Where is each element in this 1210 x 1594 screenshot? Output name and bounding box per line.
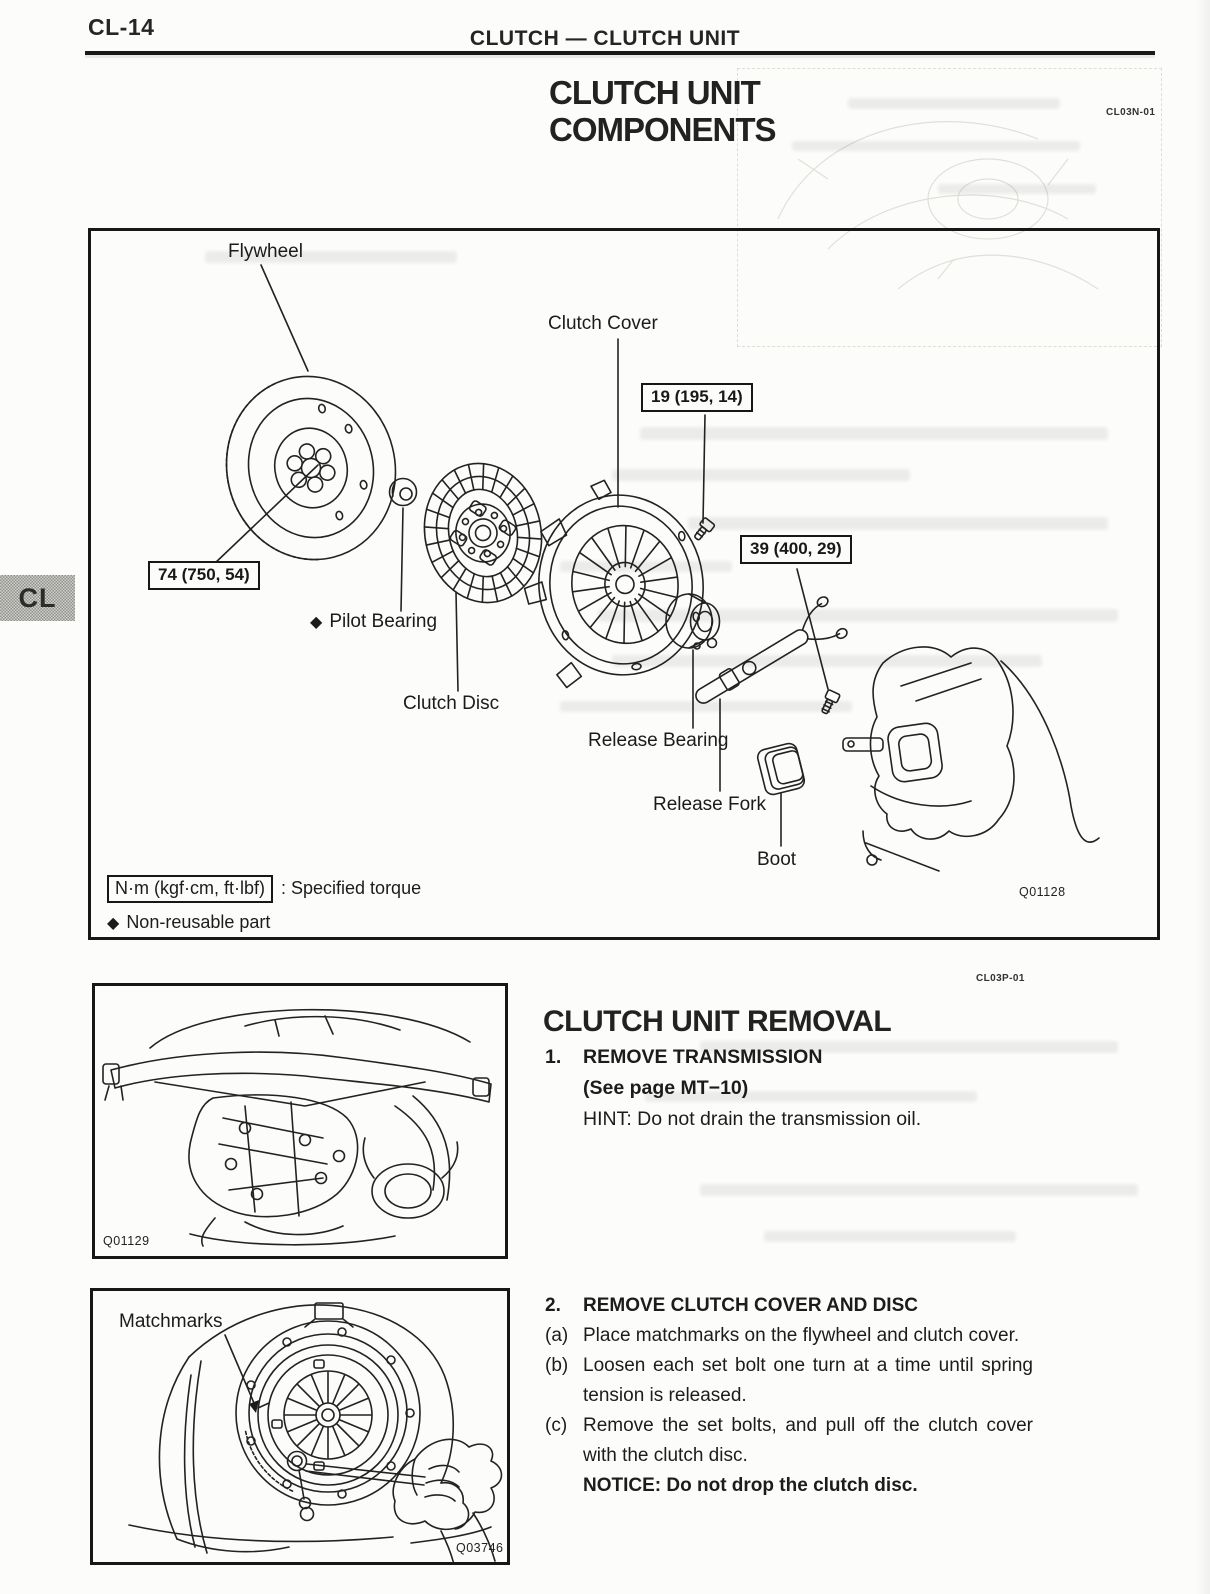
bleedthrough-text-artifact [938,184,1096,194]
bell-housing-drawing [843,647,1099,871]
torque-label-cover-bolts: 19 (195, 14) [641,383,753,412]
label-clutch-disc: Clutch Disc [403,693,500,714]
bleedthrough-text-artifact [700,1184,1138,1196]
figure-ref-code-removal: CL03P-01 [976,973,1025,984]
section-tab-label: CL [18,582,57,613]
step-title: REMOVE TRANSMISSION [583,1046,823,1068]
section-tab-cl [0,575,75,621]
label-boot: Boot [757,849,797,870]
bleedthrough-text-artifact [792,141,1080,151]
torque-label-flywheel-bolts: 74 (750, 54) [148,561,260,590]
flywheel-drawing [207,358,415,577]
label-release-fork: Release Fork [653,794,766,815]
substep-text: Loosen each set bolt one turn at a time until spring tension is released. [583,1355,1033,1406]
label-matchmarks: Matchmarks [119,1311,223,1332]
legend-torque [107,875,421,903]
figure-ref-code-components: CL03N-01 [1106,107,1156,118]
substep-text: Remove the set bolts, and pull off the clutch cover with the clutch disc. [583,1415,1033,1466]
removal-step-2 [545,1291,1033,1501]
section-title [549,74,776,148]
clutch-disc-drawing [412,452,555,613]
non-reusable-diamond-icon: ◆ [107,915,120,932]
removal-figure-transmission [92,983,508,1259]
label-release-bearing: Release Bearing [588,730,729,751]
substep-id: (a) [545,1325,569,1346]
substep-text: Place matchmarks on the flywheel and clutch cover. [583,1325,1020,1346]
section-title-line1: CLUTCH UNIT [549,74,760,111]
step-hint: HINT: Do not drain the transmission oil. [583,1108,922,1130]
label-pilot-bearing [310,611,437,633]
leader-lines [213,265,828,846]
non-reusable-diamond-icon: ◆ [310,614,323,631]
step-title: REMOVE CLUTCH COVER AND DISC [583,1295,918,1316]
label-pilot-bearing-text: Pilot Bearing [329,611,438,632]
label-flywheel: Flywheel [228,241,303,262]
bleedthrough-text-artifact [764,1231,1016,1242]
step-notice: NOTICE: Do not drop the clutch disc. [583,1475,918,1496]
header-rule [85,51,1155,55]
label-clutch-cover: Clutch Cover [548,313,658,334]
page-number: CL-14 [88,14,155,40]
legend-torque-meaning: : Specified torque [281,878,422,898]
step-page-ref: (See page MT−10) [583,1077,749,1099]
figure-id-q01129: Q01129 [103,1234,150,1248]
removal-title: CLUTCH UNIT REMOVAL [543,1004,892,1038]
section-title-line2: COMPONENTS [549,111,776,148]
header-title: CLUTCH — CLUTCH UNIT [469,27,741,50]
removal-step-1 [545,1042,921,1135]
figure-id-q03746: Q03746 [456,1541,504,1555]
components-figure [88,228,1160,940]
fork-bolt-drawing [819,689,841,715]
figure-id-q01128: Q01128 [1019,885,1066,899]
legend-non-reusable-text: Non-reusable part [126,912,271,932]
clutch-cover-drawing [511,469,715,692]
release-bearing-drawing [666,594,720,649]
boot-drawing [756,742,806,796]
legend-torque-unit-box: N·m (kgf·cm, ft·lbf) [107,875,273,903]
transmission-support-drawing [95,986,505,1256]
step-number: 1. [545,1046,562,1068]
removal-figure-matchmarks [90,1288,510,1565]
substep-id: (c) [545,1415,568,1436]
substep-id: (b) [545,1355,569,1376]
bleedthrough-text-artifact [848,98,1060,109]
substep-id-empty [545,1471,583,1501]
step-number: 2. [545,1295,561,1316]
scan-edge-shadow [1196,0,1210,1594]
torque-label-fork-bolt: 39 (400, 29) [740,535,852,564]
legend-non-reusable [107,912,270,933]
